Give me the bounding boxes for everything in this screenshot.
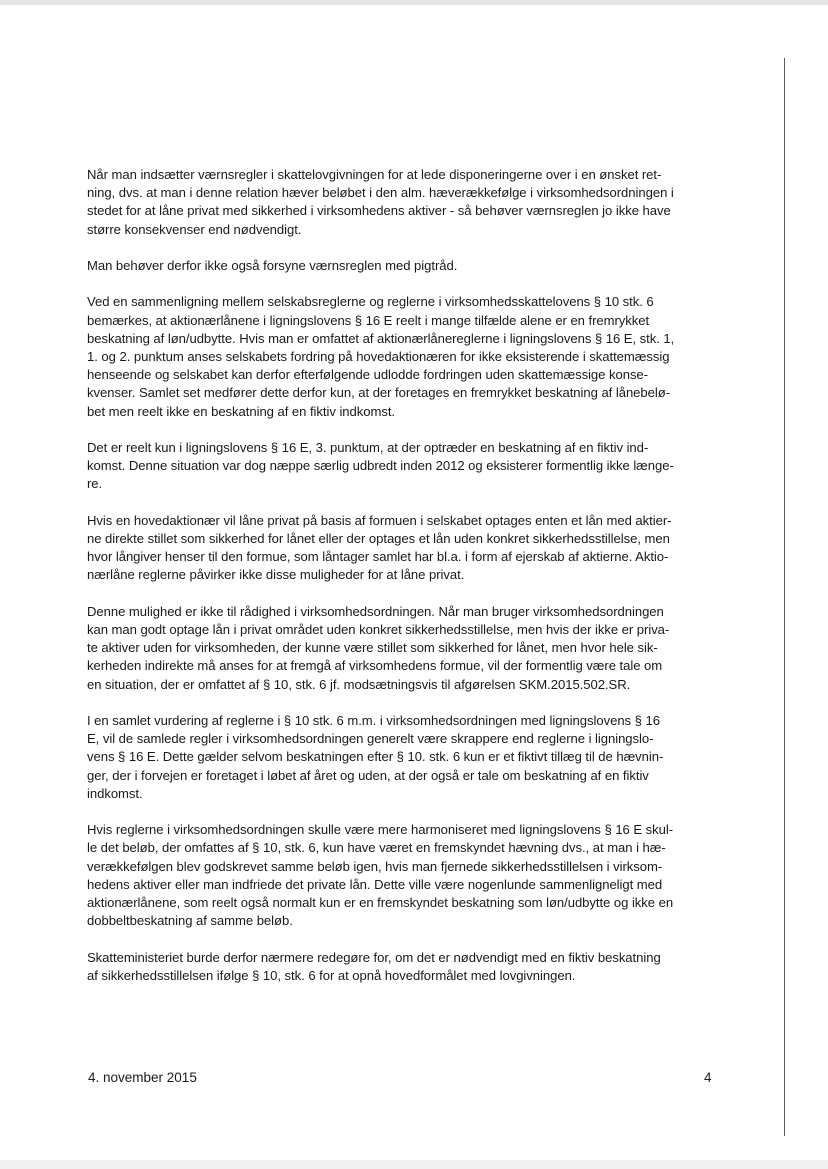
text-line: verækkefølgen blev godskrevet samme beløb igen, hvis man fjernede sikkerhedsstillelsen i virksom- [87,858,663,874]
text-line: le det beløb, der omfattes af § 10, stk. 6, kun have været en fremskyndet hævning dvs., at man i hæ- [87,840,666,856]
text-line: Ved en sammenligning mellem selskabsreglerne og reglerne i virksomhedsskattelovens § 10 stk. 6 [87,294,654,310]
text-line: større konsekvenser end nødvendigt. [87,221,302,237]
text-line: Det er reelt kun i ligningslovens § 16 E, 3. punktum, at der optræder en beskatning af en fiktiv ind- [87,440,649,455]
paragraph [87,603,743,694]
paragraph [87,821,743,930]
text-line: indkomst. [87,785,143,801]
scan-edge-top [0,0,828,5]
text-line: stedet for at låne privat med sikkerhed i virksomhedens aktiver - så behøver værnsreglen jo ikke have [87,203,671,219]
text-line: bet men reelt ikke en beskatning af en fiktiv indkomst. [87,403,396,419]
text-line: re. [87,476,103,492]
paragraph [87,439,743,494]
text-line: vens § 16 E. Dette gælder selvom beskatningen efter § 10. stk. 6 kun er et fiktivt tillæg til de hævnin- [87,749,664,765]
text-line: bemærkes, at aktionærlånene i ligningslovens § 16 E reelt i mange tilfælde alene er en fremrykket [87,312,650,328]
paragraph [87,166,743,239]
paragraph [87,293,743,420]
text-line: te aktiver uden for virksomheden, der kunne være stillet som sikkerhed for lånet, men hvor hele sik- [87,640,658,656]
text-line: af sikkerhedsstillelsen ifølge § 10, stk. 6 for at opnå hovedformålet med lovgivningen. [87,967,576,983]
text-line: Skatteministeriet burde derfor nærmere redegøre for, om det er nødvendigt med en fiktiv beskatning [87,949,661,965]
paragraph [87,257,743,275]
text-line: beskatning af løn/udbytte. Hvis man er omfattet af aktionærlånereglerne i ligningslovens § 16 E, stk. 1, [87,330,675,346]
scan-fold-line [784,58,785,1136]
text-line: henseende og selskabet kan derfor efterfølgende udlodde fordringen uden skattemæssige konse- [87,367,648,383]
paragraph [87,512,743,585]
text-line: Man behøver derfor ikke også forsyne værnsreglen med pigtråd. [87,258,458,273]
text-line: nærlåne reglerne påvirker ikke disse muligheder for at låne privat. [87,567,465,583]
text-line: aktionærlånene, som reelt også normalt kun er en fremskyndet beskatning som løn/udbytte og ikke en [87,895,674,911]
text-line: hvor långiver henser til den formue, som låntager samlet har bl.a. i form af ejerskab af aktierne. Aktio- [87,549,669,565]
text-line: Hvis en hovedaktionær vil låne privat på basis af formuen i selskabet optages enten et lån med aktier- [87,512,672,528]
text-line: komst. Denne situation var dog næppe særlig udbredt inden 2012 og eksisterer formentlig ikke længe- [87,458,674,474]
text-line: kerheden indirekte må anses for at fremgå af virksomhedens formue, vil der formentlig være tale om [87,658,663,674]
text-line: dobbeltbeskatning af samme beløb. [87,913,293,929]
document-body [87,166,743,1003]
scan-edge-bottom [0,1160,828,1169]
text-line: en situation, der er omfattet af § 10, stk. 6 jf. modsætningsvis til afgørelsen SKM.2015.502.SR. [87,676,631,692]
text-line: kan man godt optage lån i privat området uden konkret sikkerhedsstillelse, men hvis der ikke er priva- [87,622,670,637]
text-line: Når man indsætter værnsregler i skattelovgivningen for at lede disponeringerne over i en ønsket ret- [87,167,662,182]
text-line: kvenser. Samlet set medfører dette derfor kun, at der foretages en fremrykket beskatning af lånebelø- [87,385,670,401]
footer-date: 4. november 2015 [88,1070,197,1085]
paragraph [87,712,743,803]
text-line: I en samlet vurdering af reglerne i § 10 stk. 6 m.m. i virksomhedsordningen med ligningslovens § 16 [87,713,660,728]
text-line: Denne mulighed er ikke til rådighed i virksomhedsordningen. Når man bruger virksomhedsordningen [87,603,664,619]
text-line: Hvis reglerne i virksomhedsordningen skulle være mere harmoniseret med ligningslovens § 16 E skul- [87,822,674,838]
page-number: 4 [704,1070,712,1085]
text-line: hedens aktiver eller man indfriede det private lån. Dette ville være nogenlunde sammenligneligt med [87,876,663,892]
text-line: E, vil de samlede regler i virksomhedsordningen generelt være skrappere end reglerne i ligningslo- [87,731,654,747]
text-line: ger, der i forvejen er foretaget i løbet af året og uden, at der også er tale om beskatning af en fiktiv [87,767,649,783]
text-line: ne direkte stillet som sikkerhed for lånet eller der optages et lån uden konkret sikkerhedsstillelse, men [87,531,670,546]
text-line: 1. og 2. punktum anses selskabets fordring på hovedaktionæren for ikke eksisterende i skattemæssig [87,349,670,364]
paragraph [87,949,743,985]
text-line: ning, dvs. at man i denne relation hæver beløbet i den alm. hæverækkefølge i virksomhedsordningen i [87,185,674,201]
